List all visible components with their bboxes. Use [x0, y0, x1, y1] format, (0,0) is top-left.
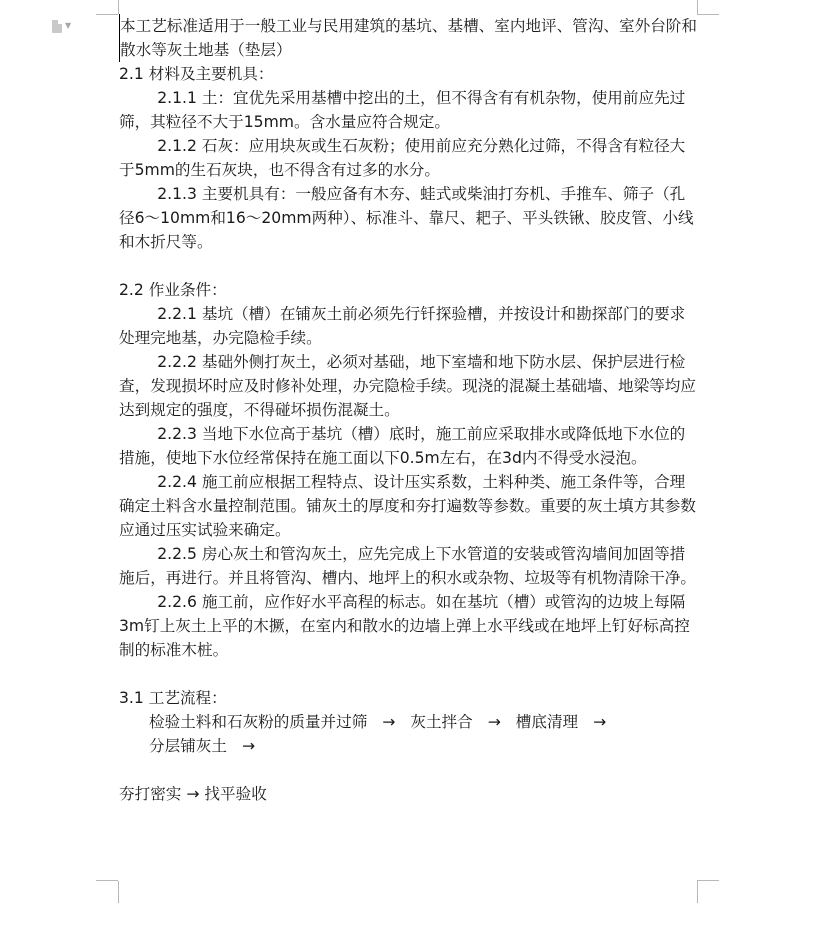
crop-mark-bottom-right-h: [697, 880, 719, 881]
crop-mark-top-left-h: [96, 14, 118, 15]
flow-step: 灰土拌合: [410, 713, 473, 731]
flow-step: 检验土料和石灰粉的质量并过筛: [149, 713, 368, 731]
section-2-1-heading: 2.1 材料及主要机具：: [119, 65, 274, 83]
chevron-down-icon: ▼: [65, 21, 72, 30]
intro-paragraph: 本工艺标准适用于一般工业与民用建筑的基坑、基槽、室内地评、管沟、室外台阶和散水等灰土地基（垫层）: [119, 14, 697, 62]
paragraph-2-1-2: 2.1.2 石灰：应用块灰或生石灰粉；使用前应充分熟化过筛，不得含有粒径大于5mm的生石灰块，也不得含有过多的水分。: [119, 137, 686, 179]
paragraph-2-2-3: 2.2.3 当地下水位高于基坑（槽）底时，施工前应采取排水或降低地下水位的措施，使地下水位经常保持在施工面以下0.5m左右，在3d内不得受水浸泡。: [119, 425, 686, 467]
paragraph-2-2-4: 2.2.4 施工前应根据工程特点、设计压实系数，土料种类、施工条件等，合理确定土料含水量控制范围。铺灰土的厚度和夯打遍数等参数。重要的灰土填方其参数应通过压实试验来确定。: [119, 473, 696, 539]
section-2-2-heading: 2.2 作业条件：: [119, 281, 227, 299]
crop-mark-top-right-v: [697, 0, 698, 14]
paragraph-2-1-1: 2.1.1 土：宜优先采用基槽中挖出的土，但不得含有有机杂物，使用前应先过筛，其粒径不大于15mm。含水量应符合规定。: [119, 89, 686, 131]
blank-line: [119, 758, 697, 782]
process-flow-line-1: [119, 710, 697, 734]
paragraph-2-2-6: 2.2.6 施工前，应作好水平高程的标志。如在基坑（槽）或管沟的边坡上每隔3m钉上灰土上平的木撅，在室内和散水的边墙上弹上水平线或在地坪上钉好标高控制的标准木桩。: [119, 593, 690, 659]
blank-line: [119, 662, 697, 686]
crop-mark-bottom-left-h: [96, 880, 118, 881]
crop-mark-bottom-left-v: [118, 881, 119, 903]
blank-line: [119, 254, 697, 278]
crop-mark-bottom-right-v: [697, 881, 698, 903]
paragraph-2-2-5: 2.2.5 房心灰土和管沟灰土，应先完成上下水管道的安装或管沟墙间加固等措施后，再进行。并且将管沟、槽内、地坪上的积水或杂物、垃圾等有机物清除干净。: [119, 545, 696, 587]
arrow-right-icon: →: [382, 713, 396, 731]
flow-step: 槽底清理: [515, 713, 579, 731]
process-flow-line-2: [119, 734, 697, 758]
crop-mark-top-right-h: [697, 14, 719, 15]
arrow-right-icon: →: [593, 713, 607, 731]
arrow-right-icon: →: [487, 713, 501, 731]
arrow-right-icon: →: [186, 785, 200, 803]
crop-mark-top-left-v: [118, 0, 119, 14]
arrow-right-icon: →: [241, 737, 256, 755]
flow-step: 夯打密实: [119, 785, 182, 803]
section-3-1-heading: 3.1 工艺流程：: [119, 689, 227, 707]
document-sheet-icon: [52, 20, 62, 33]
paragraph-2-2-1: 2.2.1 基坑（槽）在铺灰土前必须先行钎探验槽，并按设计和勘探部门的要求处理完地基，办完隐检手续。: [119, 305, 686, 347]
paragraph-2-1-3: 2.1.3 主要机具有：一般应备有木夯、蛙式或柴油打夯机、手推车、筛子（孔径6～10mm和16～20mm两种）、标准斗、靠尺、耙子、平头铁锹、胶皮管、小线和木折尺等。: [119, 185, 694, 251]
flow-step: 分层铺灰土: [149, 737, 227, 755]
document-body[interactable]: [119, 14, 697, 806]
paragraph-2-2-2: 2.2.2 基础外侧打灰土，必须对基础，地下室墙和地下防水层、保护层进行检查，发现损坏时应及时修补处理，办完隐检手续。现浇的混凝土基础墙、地梁等均应达到规定的强度，不得碰坏损伤混凝土。: [119, 353, 696, 419]
document-icon[interactable]: [52, 17, 78, 35]
process-flow-line-3: [119, 782, 697, 806]
flow-step: 找平验收: [204, 785, 267, 803]
